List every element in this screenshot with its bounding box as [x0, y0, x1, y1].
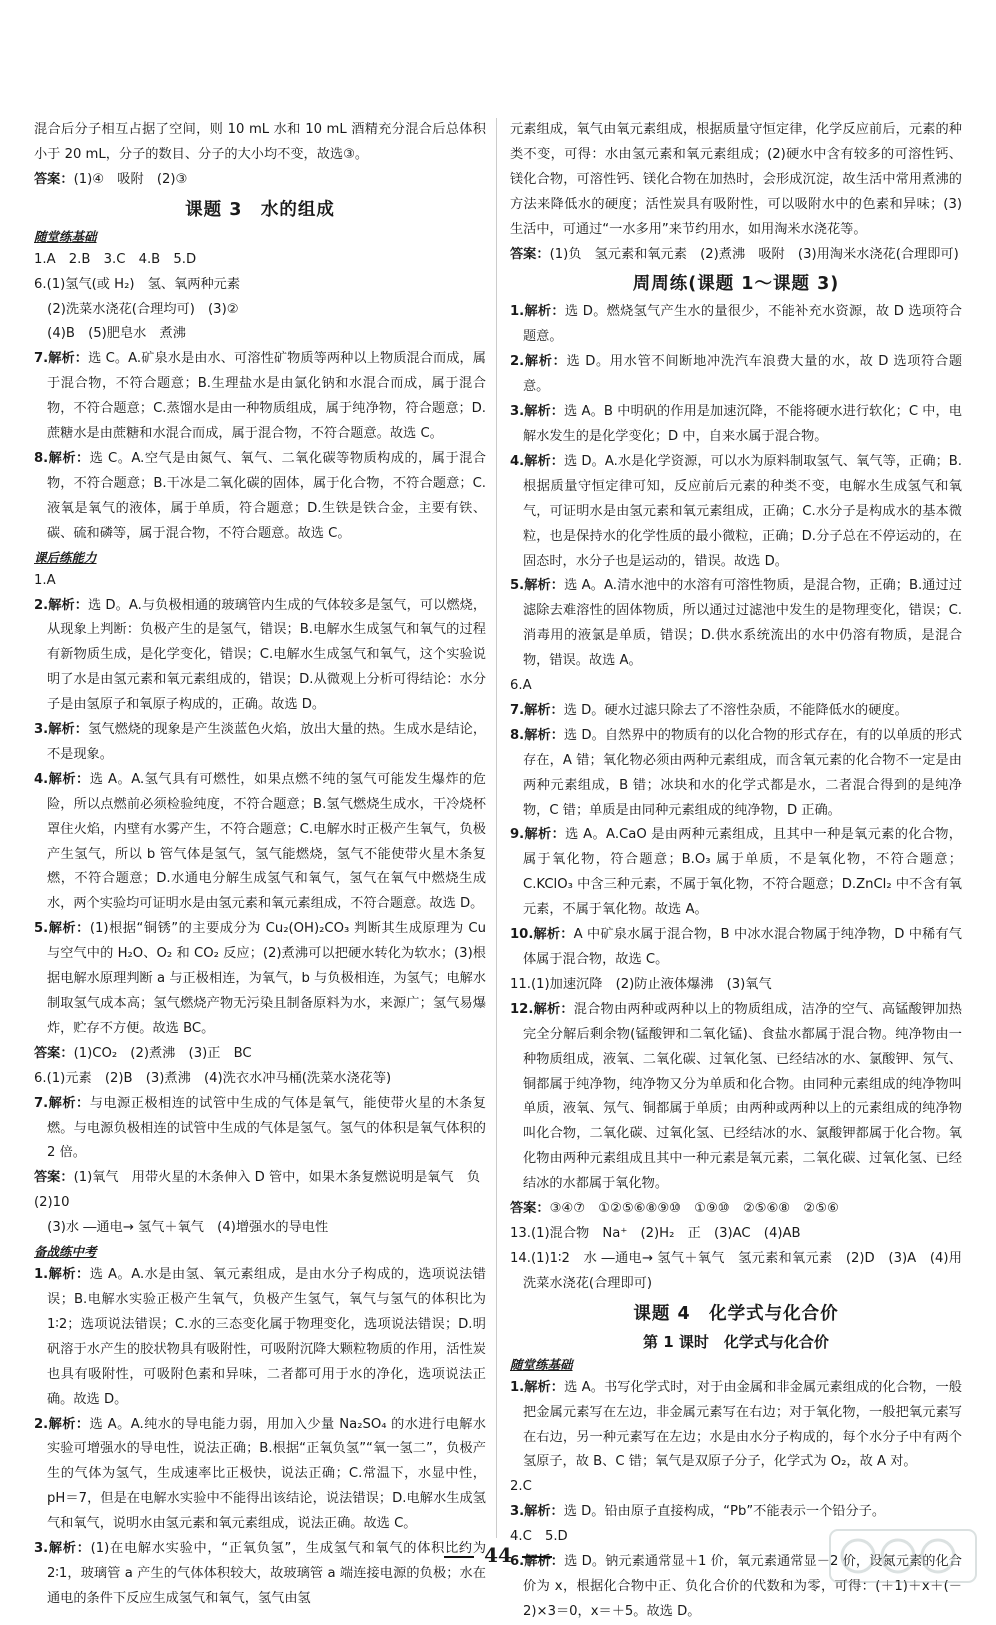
answer-keyword: 1.解析：	[510, 304, 565, 320]
text-block	[34, 322, 486, 347]
block-text: 课题 4 化学式与化合价	[633, 1303, 839, 1324]
section-heading	[510, 270, 962, 298]
column-divider	[496, 118, 497, 1538]
block-text: (1)④ 吸附 (2)③	[73, 171, 188, 187]
text-block	[34, 1067, 486, 1092]
text-block	[34, 1263, 486, 1412]
text-block	[510, 1376, 962, 1476]
block-text: ③④⑦ ①②⑤⑥⑧⑨⑩ ①⑨⑩ ②⑤⑥⑧ ②⑤⑥	[549, 1201, 839, 1217]
block-text: 选 D。钠元素通常显＋1 价，氧元素通常显－2 价，设氮元素的化合价为 x，根据化合物中正、负化合价的代数和为零，可得：(＋1)＋x＋(－2)×3＝0，x＝＋5。故选 D。	[523, 1554, 962, 1619]
right-column	[510, 118, 962, 1625]
block-text: 选 C。A.矿泉水是由水、可溶性矿物质等两种以上物质混合而成，属于混合物，不符合题意；B.生理盐水是由氯化钠和水混合而成，属于混合物，不符合题意；C.蒸馏水是由一种物质组成，属于纯净物，符合题意；D.蔗糖水是由蔗糖和水混合而成，属于混合物，不符合题意。故选 C。	[47, 351, 486, 442]
answer-keyword: 2.解析：	[34, 1416, 90, 1432]
text-block	[510, 1222, 962, 1247]
answer-keyword: 3.解析：	[34, 722, 89, 738]
block-text: 随堂练基础	[34, 228, 97, 244]
answer-keyword: 2.解析：	[510, 354, 567, 370]
block-text: (1)在电解水实验中，“正氧负氢”，生成氢气和氧气的体积比约为 2∶1，玻璃管 a 产生的气体体积较大，故玻璃管 a 端连接电源的负极；水在通电的条件下反应生成氢气和氧气，氢气由氢	[47, 1541, 487, 1606]
answer-keyword: 8.解析：	[510, 727, 564, 743]
text-block	[34, 273, 486, 298]
answer-keyword: 答案：	[510, 246, 550, 262]
answer-keyword: 7.解析：	[510, 702, 564, 718]
block-text: 选 D。自然界中的物质有的以化合物的形式存在，有的以单质的形式存在，A 错；氧化物必须由两种元素组成，而含氧元素的化合物不一定是由两种元素组成，B 错；冰块和水的化学式都是水，二者混合得到的是纯净物，C 错；单质是由同种元素组成的纯净物，D 正确。	[523, 727, 962, 818]
block-text: 与电源正极相连的试管中生成的气体是氧气，能使带火星的木条复燃。与电源负极相连的试管中生成的气体是氢气。氢气的体积是氧气体积的 2 倍。	[47, 1095, 487, 1161]
block-text: 选 D。硬水过滤只除去了不溶性杂质，不能降低水的硬度。	[563, 702, 908, 718]
section-heading	[510, 1300, 962, 1328]
block-text: 2.C	[510, 1479, 532, 1495]
block-text: 6.(1)氢气(或 H₂) 氢、氧两种元素	[34, 276, 241, 292]
block-text: 11.(1)加速沉降 (2)防止液体爆沸 (3)氧气	[510, 976, 772, 992]
text-block	[34, 447, 486, 547]
block-text: 14.(1)1∶2 水 ―通电→ 氢气＋氧气 氢元素和氧元素 (2)D (3)A (4)用洗菜水浇花(合理即可)	[510, 1250, 962, 1291]
block-text: 1.A	[34, 572, 56, 588]
block-text: 选 D。A.与负极相通的玻璃管内生成的气体较多是氢气，可以燃烧，从现象上判断：负极产生的是氢气，错误；B.电解水生成氢气和氧气的过程有新物质生成，是化学变化，错误；C.电解水生成氢气和氧气，这个实验说明了水是由氢元素和氧元素组成的，错误；D.从微观上分析可得结论：水分子是由氢原子和氧原子构成的，正确。故选 D。	[47, 597, 487, 713]
text-block	[510, 823, 962, 923]
text-block	[510, 1197, 962, 1222]
answer-keyword: 7.解析：	[34, 351, 89, 367]
block-text: 4.C 5.D	[510, 1529, 568, 1545]
section-heading	[510, 1330, 962, 1354]
answer-keyword: 8.解析：	[34, 450, 90, 466]
block-text: 选 A。A.水是由氢、氧元素组成，是由水分子构成的，选项说法错误；B.电解水实验正极产生氧气，负极产生氢气，氧气与氢气的体积比为 1∶2；选项说法错误；C.水的三态变化属于物理变化，选项说法错误；D.明矾溶于水产生的胶状物具有吸附性，可吸附沉降大颗粒物质的作用，活性炭也具有吸附性，可吸附色素和异味，二者都可用于水的净化，选项说法正确。故选 D。	[47, 1267, 486, 1407]
answer-keyword: 答案：	[34, 171, 74, 187]
block-text: 氢气燃烧的现象是产生淡蓝色火焰，放出大量的热。生成水是结论，不是现象。	[47, 722, 487, 762]
block-text: 课后练能力	[34, 549, 97, 565]
text-block	[34, 118, 486, 168]
text-block	[510, 350, 962, 400]
answer-keyword: 5.解析：	[34, 921, 90, 937]
block-text: A 中矿泉水属于混合物，B 中冰水混合物属于纯净物，D 中稀有气体属于混合物，故选 C。	[523, 927, 962, 967]
block-text: 选 A。A.清水池中的水溶有可溶性物质，是混合物，正确；B.通过过滤除去难溶性的固体物质，所以通过过滤池中发生的是物理变化，错误；C.消毒用的液氯是单质，错误；D.供水系统流出的水中仍溶有物质，是混合物，错误。故选 A。	[523, 578, 963, 669]
answer-keyword: 10.解析：	[510, 927, 574, 943]
block-text: 6.(1)元素 (2)B (3)煮沸 (4)洗衣水冲马桶(洗菜水浇花等)	[34, 1070, 392, 1086]
text-block	[510, 998, 962, 1197]
block-text: (1)CO₂ (2)煮沸 (3)正 BC	[73, 1045, 252, 1061]
block-text: 混合物由两种或两种以上的物质组成，洁净的空气、高锰酸钾加热完全分解后剩余物(锰酸钾和二氧化锰)、食盐水都属于混合物。纯净物由一种物质组成，液氧、二氧化碳、过氧化氢、已经结冰的水、氯酸钾、氖气、铜都属于纯净物，纯净物又分为单质和化合物。由同种元素组成的纯净物叫单质，液氧、氖气、铜都属于单质；由两种或两种以上的元素组成的纯净物叫化合物，二氧化碳、过氧化氢、已经结冰的水、氯酸钾都属于化合物。氧化物由两种元素组成且其中一种元素是氧元素，二氧化碳、过氧化氢、已经结冰的水都属于氧化物。	[523, 1001, 962, 1192]
block-text: 选 A。A.CaO 是由两种元素组成，且其中一种是氧元素的化合物，属于氧化物，符合题意；B.O₃ 属于单质，不是氧化物，不符合题意；C.KClO₃ 中含三种元素，不属于氧化物，不符合题意；D.ZnCl₂ 中不含有氧元素，不属于氧化物。故选 A。	[523, 827, 962, 918]
text-block	[34, 917, 486, 1042]
section-heading	[34, 196, 486, 224]
text-block	[510, 699, 962, 724]
text-block	[510, 400, 962, 450]
answer-keyword: 3.解析：	[34, 1541, 91, 1557]
answer-keyword: 5.解析：	[510, 578, 565, 594]
text-block	[510, 1247, 962, 1297]
block-text: 选 D。A.水是化学资源，可以水为原料制取氢气、氧气等，正确；B.根据质量守恒定律可知，反应前后元素的种类不变，电解水生成氢气和氧气，可证明水是由氢元素和氧元素组成，正确；C.水分子是构成水的基本微粒，也是保持水的化学性质的最小微粒，正确；D.分子总在不停运动的，在固态时，水分子也是运动的，错误。故选 D。	[523, 453, 962, 569]
answer-keyword: 答案：	[34, 1170, 74, 1186]
page-number: 44	[484, 1543, 512, 1567]
left-column	[34, 118, 494, 1612]
answer-keyword: 7.解析：	[34, 1095, 90, 1111]
block-text: 元素组成，氧气由氧元素组成，根据质量守恒定律，化学反应前后，元素的种类不变，可得：水由氢元素和氧元素组成；(2)硬水中含有较多的可溶性钙、镁化合物，可溶性钙、镁化合物在加热时，会形成沉淀，故生活中常用煮沸的方法来降低水的硬度；活性炭具有吸附性，可以吸附水中的色素和异味；(3)生活中，可通过“一水多用”来节约用水，如用淘米水浇花等。	[510, 122, 962, 237]
block-text: 13.(1)混合物 Na⁺ (2)H₂ 正 (3)AC (4)AB	[510, 1225, 801, 1241]
block-text: (1)负 氢元素和氧元素 (2)煮沸 吸附 (3)用淘米水浇花(合理即可)	[549, 246, 959, 262]
answer-keyword: 4.解析：	[510, 453, 564, 469]
text-block	[34, 1413, 486, 1538]
text-block	[510, 450, 962, 575]
text-block	[34, 298, 486, 323]
block-text: 周周练(课题 1～课题 3)	[632, 274, 840, 295]
footer-dash-right	[522, 1556, 552, 1558]
block-text: 备战练中考	[34, 1244, 97, 1260]
subsection-label	[34, 1241, 486, 1263]
answer-keyword: 答案：	[34, 1045, 74, 1061]
answer-keyword: 1.解析：	[510, 1379, 565, 1395]
block-text: 随堂练基础	[510, 1356, 573, 1372]
answer-keyword: 6.解析：	[510, 1554, 565, 1570]
answer-keyword: 答案：	[510, 1201, 550, 1217]
text-block	[34, 569, 486, 594]
block-text: 选 D。铅由原子直接构成，“Pb”不能表示一个铅分子。	[563, 1504, 886, 1520]
block-text: (2)洗菜水浇花(合理均可) (3)②	[34, 301, 239, 317]
text-block	[510, 118, 962, 243]
text-block	[510, 243, 962, 268]
block-text: (1)根据“铜锈”的主要成分为 Cu₂(OH)₂CO₃ 判断其生成原理为 Cu 与空气中的 H₂O、O₂ 和 CO₂ 反应；(2)煮沸可以把硬水转化为软水；(3)根据电解水原理判断 a 与正极相连，为氧气，b 与负极相连，为氢气；电解水制取氢气成本高；氢气燃烧产物无污染且制备原料为水，来源广；氢气易爆炸，贮存不方便。故选 BC。	[47, 921, 486, 1036]
text-block	[510, 674, 962, 699]
block-text: 混合后分子相互占据了空间，则 10 mL 水和 10 mL 酒精充分混合后总体积小于 20 mL，分子的数目、分子的大小均不变，故选③。	[34, 122, 486, 162]
text-block	[510, 973, 962, 998]
block-text: 选 A。书写化学式时，对于由金属和非金属元素组成的化合物，一般把金属元素写在左边，非金属元素写在右边；对于氧化物，一般把氧元素写在右边，另一种元素写在左边；水是由水分子构成的，每个水分子中有两个氢原子，故 B、C 错；氧气是双原子分子，化学式为 O₂，故 A 对。	[523, 1379, 962, 1470]
block-text: (3)水 ―通电→ 氢气＋氧气 (4)增强水的导电性	[34, 1220, 329, 1236]
block-text: 1.A 2.B 3.C 4.B 5.D	[34, 251, 197, 267]
text-block	[34, 347, 486, 447]
block-text: (1)氧气 用带火星的木条伸入 D 管中，如果木条复燃说明是氧气 负 (2)10	[34, 1170, 494, 1211]
block-text: 选 A。A.氢气具有可燃性，如果点燃不纯的氢气可能发生爆炸的危险，所以点燃前必须检验纯度，不符合题意；B.氢气燃烧生成水，干冷烧杯罩住火焰，内壁有水雾产生，不符合题意；C.电解水时正极产生氧气，负极产生氢气，所以 b 管气体是氢气，氢气能燃烧，氢气不能使带火星木条复燃，不符合题意；D.水通电分解生成氢气和氧气，氢气在氧气中燃烧生成水，两个实验均可证明水是由氢元素和氧元素组成，不符合题意。故选 D。	[47, 771, 486, 912]
answer-keyword: 1.解析：	[34, 1267, 90, 1283]
subsection-label	[34, 226, 486, 248]
text-block	[34, 594, 486, 719]
block-text: 选 C。A.空气是由氮气、氧气、二氧化碳等物质构成的，属于混合物，不符合题意；B.干冰是二氧化碳的固体，属于化合物，不符合题意；C.液氧是氧气的液体，属于单质，符合题意；D.生铁是铁合金，主要有铁、碳、硫和磷等，属于混合物，不符合题意。故选 C。	[47, 450, 486, 541]
watermark-logo	[828, 1526, 978, 1586]
text-block	[510, 1500, 962, 1525]
text-block	[510, 574, 962, 674]
subsection-label	[510, 1354, 962, 1376]
text-block	[34, 248, 486, 273]
answer-keyword: 12.解析：	[510, 1001, 574, 1017]
block-text: 选 D。燃烧氢气产生水的量很少，不能补充水资源，故 D 选项符合题意。	[523, 304, 962, 345]
text-block	[34, 1216, 486, 1241]
text-block	[34, 1092, 486, 1167]
answer-keyword: 3.解析：	[510, 404, 565, 420]
block-text: (4)B (5)肥皂水 煮沸	[34, 326, 186, 342]
answer-keyword: 4.解析：	[34, 771, 90, 787]
footer-dash-left	[444, 1556, 474, 1558]
text-block	[34, 768, 486, 917]
block-text: 选 A。B 中明矾的作用是加速沉降，不能将硬水进行软化；C 中，电解水发生的是化学变化；D 中，自来水属于混合物。	[523, 404, 962, 444]
text-block	[34, 1166, 494, 1216]
subsection-label	[34, 547, 486, 569]
text-block	[510, 724, 962, 824]
answer-keyword: 3.解析：	[510, 1504, 564, 1520]
text-block	[34, 168, 486, 193]
text-block	[510, 300, 962, 350]
text-block	[34, 718, 486, 768]
text-block	[510, 1475, 962, 1500]
block-text: 课题 3 水的组成	[185, 199, 335, 220]
block-text: 第 1 课时 化学式与化合价	[643, 1332, 829, 1351]
block-text: 选 D。用水管不间断地冲洗汽车浪费大量的水，故 D 选项符合题意。	[523, 354, 963, 395]
text-block	[34, 1042, 486, 1067]
block-text: 选 A。A.纯水的导电能力弱，用加入少量 Na₂SO₄ 的水进行电解水实验可增强水的导电性，说法正确；B.根据“正氧负氢”“氧一氢二”，负极产生的气体为氢气，生成速率比正极快，说法正确；C.常温下，水显中性，pH＝7，但是在电解水实验中不能得出该结论，说法错误；D.电解水生成氢气和氧气，说明水由氢元素和氧元素组成，说法正确。故选 C。	[47, 1416, 486, 1532]
answer-keyword: 9.解析：	[510, 827, 566, 843]
block-text: 6.A	[510, 678, 532, 694]
answer-keyword: 2.解析：	[34, 597, 88, 613]
text-block	[510, 923, 962, 973]
